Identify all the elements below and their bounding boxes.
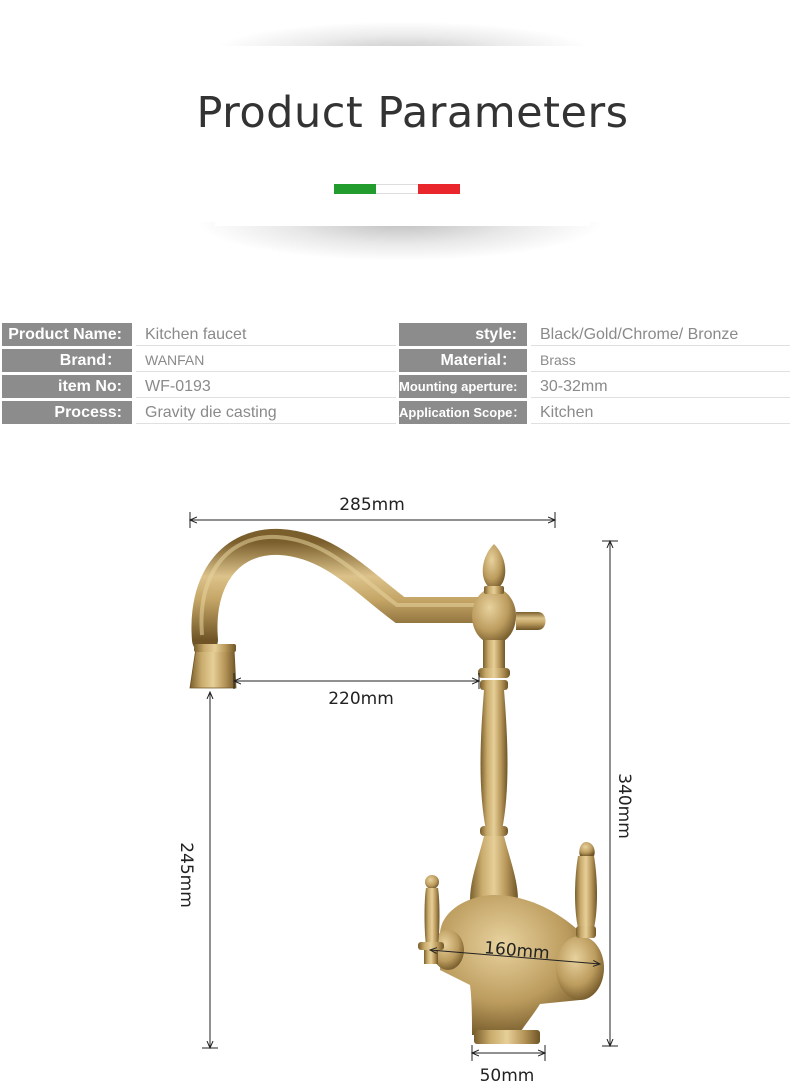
param-label: Application Scope： (399, 401, 527, 424)
page-title: Product Parameters (196, 88, 629, 138)
faucet-illustration (190, 537, 604, 1044)
param-value: Kitchen (531, 401, 790, 424)
decorative-fine-print-line-3 (236, 164, 582, 168)
param-label: Process: (2, 401, 132, 424)
parameter-row (2, 349, 790, 372)
dimension-label-spout-inner: 220mm (328, 689, 394, 709)
faucet-column (481, 690, 508, 830)
param-value: 30-32mm (531, 375, 790, 398)
param-value: WANFAN (136, 349, 396, 372)
param-label: Product Name: (2, 323, 132, 346)
dimension-label-spout-height: 245mm (176, 842, 196, 908)
flag-stripe-white (376, 184, 418, 194)
dimension-label-handle-span: 160mm (483, 938, 551, 964)
flag-stripe-green (334, 184, 376, 194)
decorative-fine-print-line-2 (236, 159, 582, 163)
parameter-row (2, 375, 790, 398)
param-value: WF-0193 (136, 375, 396, 398)
faucet-dimension-diagram (0, 470, 790, 1090)
param-label: Brand： (2, 349, 132, 372)
decorative-fine-print-line-1 (236, 154, 582, 158)
flag-stripe-red (418, 184, 460, 194)
finial (483, 544, 506, 590)
param-value: Black/Gold/Chrome/ Bronze (531, 323, 790, 346)
param-label: item No: (2, 375, 132, 398)
right-handle (575, 842, 597, 938)
param-value: Gravity die casting (136, 401, 396, 424)
swivel-head (472, 588, 516, 644)
faucet-aerator (190, 648, 236, 688)
param-label: style: (399, 323, 527, 346)
param-label: Material： (399, 349, 527, 372)
param-label: Mounting aperture: (399, 375, 527, 398)
faucet-spout (204, 542, 478, 640)
italian-flag-bar (334, 184, 460, 194)
param-value: Kitchen faucet (136, 323, 396, 346)
parameter-row (2, 323, 790, 346)
dimension-label-total-height: 340mm (614, 773, 634, 839)
faucet-base (474, 1030, 540, 1044)
dimension-label-spout-reach: 285mm (339, 495, 405, 515)
header-shadow-bottom (200, 222, 600, 260)
param-value: Brass (531, 349, 790, 372)
parameter-row (2, 401, 790, 424)
decorative-fine-print-line-4 (310, 169, 510, 173)
dimension-label-base-width: 50mm (479, 1066, 535, 1086)
